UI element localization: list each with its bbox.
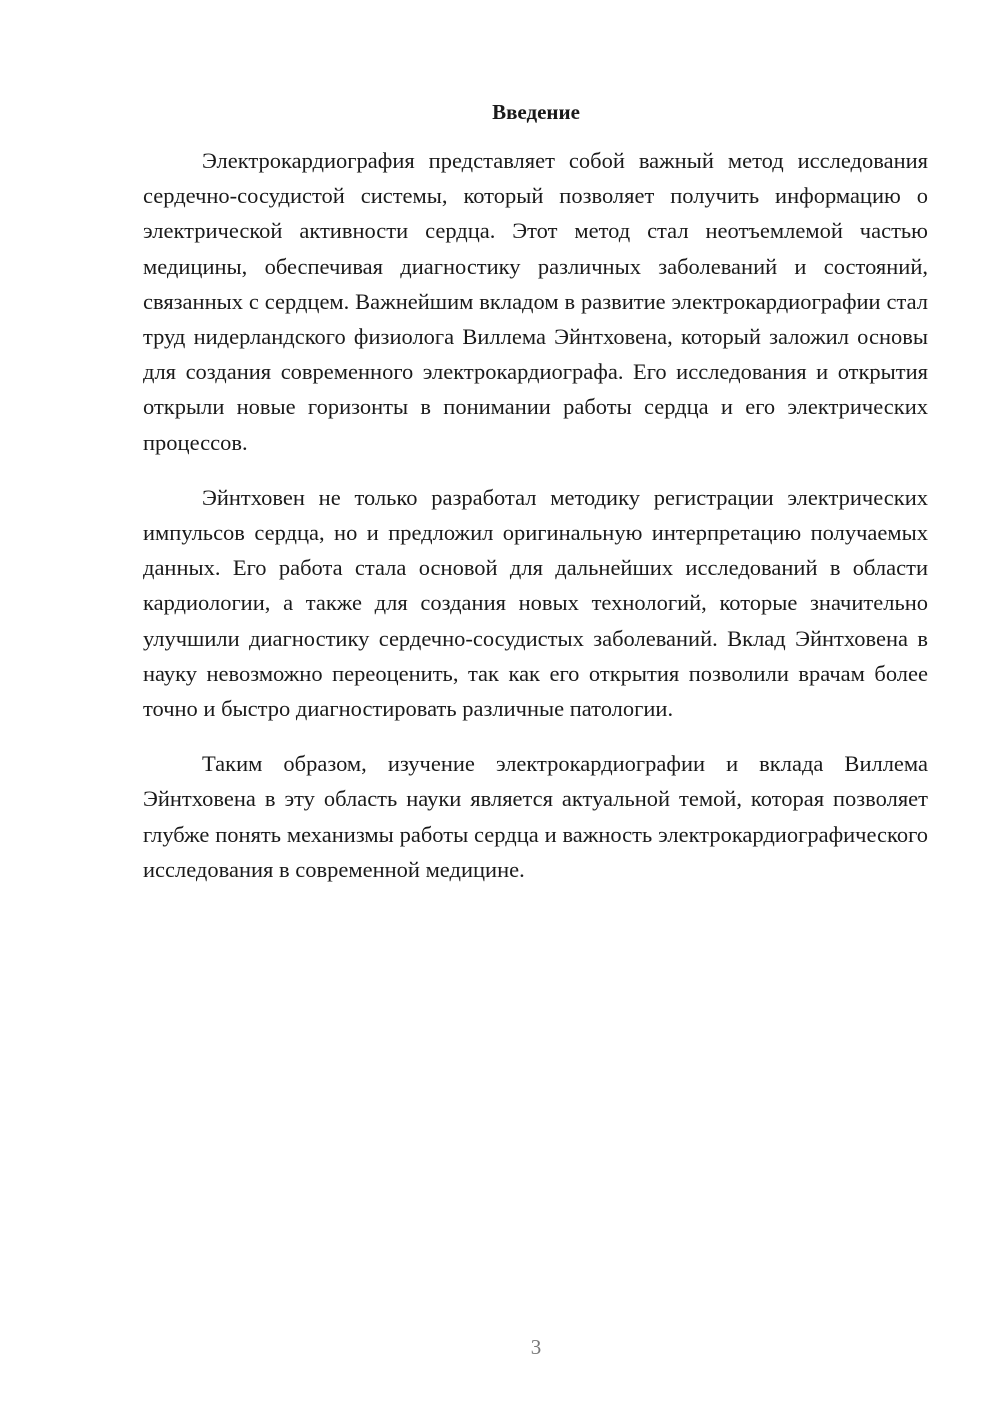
page-title: Введение: [492, 100, 580, 124]
paragraph-1: Электрокардиография представляет собой важный метод исследования сердечно-сосудистой системы, который позволяет получить информацию о электрической активности сердца. Этот метод стал неотъемлемой частью медицины, обеспечивая диагностику различных заболеваний и состояний, связанных с сердцем. Важнейшим вкладом в развитие электрокардиографии стал труд нидерландского физиолога Виллема Эйнтховена, который заложил основы для создания современного электрокардиографа. Его исследования и открытия открыли новые горизонты в понимании работы сердца и его электрических процессов.: [143, 148, 928, 455]
paragraph-3: Таким образом, изучение электрокардиографии и вклада Виллема Эйнтховена в эту область науки является актуальной темой, которая позволяет глубже понять механизмы работы сердца и важность электрокардиографического исследования в современной медицине.: [143, 751, 928, 882]
page-number: 3: [530, 1335, 542, 1359]
document-body: [143, 143, 928, 887]
paragraph-2: Эйнтховен не только разработал методику регистрации электрических импульсов сердца, но и предложил оригинальную интерпретацию получаемых данных. Его работа стала основой для дальнейших исследований в области кардиологии, а также для создания новых технологий, которые значительно улучшили диагностику сердечно-сосудистых заболеваний. Вклад Эйнтховена в науку невозможно переоценить, так как его открытия позволили врачам более точно и быстро диагностировать различные патологии.: [143, 484, 928, 722]
